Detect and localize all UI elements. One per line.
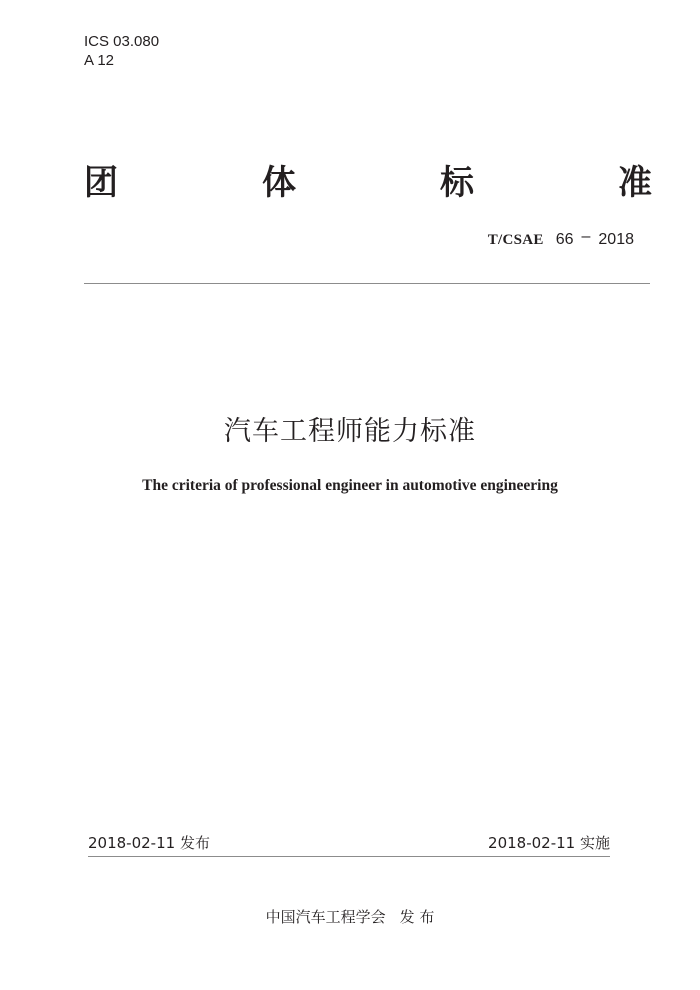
ccs-code: A 12 xyxy=(84,52,115,69)
standard-type-char: 准 xyxy=(618,163,652,203)
standard-number xyxy=(488,229,634,249)
standard-type-char: 标 xyxy=(440,163,474,203)
standard-dash: – xyxy=(581,228,591,245)
publisher-line xyxy=(0,906,700,928)
document-title-en: The criteria of professional engineer in automotive engineering xyxy=(142,477,558,494)
top-divider xyxy=(84,283,650,284)
classification-block xyxy=(84,32,159,70)
bottom-divider xyxy=(88,856,610,857)
standard-type-char: 团 xyxy=(84,163,118,203)
standard-type-heading xyxy=(84,158,652,208)
standard-type-char: 体 xyxy=(262,163,296,203)
standard-prefix: T/CSAE xyxy=(487,232,544,248)
release-date: 2018-02-11 发布 xyxy=(88,834,210,852)
ics-code: ICS 03.080 xyxy=(84,33,160,50)
document-title-cn: 汽车工程师能力标准 xyxy=(224,416,476,447)
standard-id: 66 xyxy=(555,231,574,248)
publisher-name: 中国汽车工程学会 xyxy=(265,908,386,926)
implement-date: 2018-02-11 实施 xyxy=(488,834,610,852)
publisher-action: 发 布 xyxy=(399,908,435,926)
standard-year: 2018 xyxy=(598,231,634,248)
